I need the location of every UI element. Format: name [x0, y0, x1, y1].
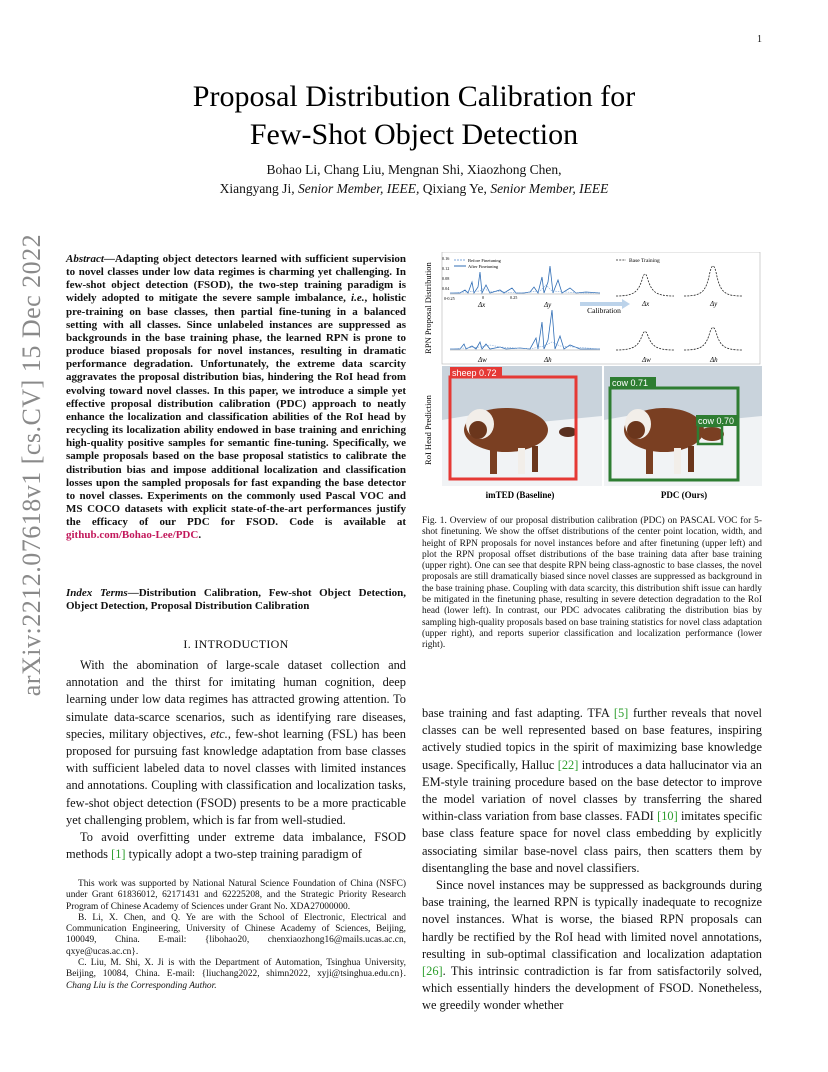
intro-paragraph-1: With the abomination of large-scale dataset collection and annotation and the thirst for imitating human cognition, deep learning under low data regimes has attracted growing attention. To simulate data-scarce scenarios, such as identifying rare diseases, species, military objectives, etc., few-shot learning (FSL) has been proposed for pursuing fast knowledge adaptation from base classes with sufficient labeled data to novel classes with limited instances and annotations. Coupling with classification and localization tasks, few-shot object detection (FSOD) presents to be a more practicable yet challenging problem, which is far from well-studied.: [66, 658, 406, 827]
det-label-right-2: cow 0.70: [698, 416, 735, 426]
right-paragraph-2: Since novel instances may be suppressed as backgrounds during base training, the learned RPN is typically inadequate to recognize novel instances. What is worse, the biased RPN proposals can hardly be rectified by the RoI head with limited novel annotations, resulting in sub-optimal classification and localization adaptation [26]. This intrinsic contradiction is far from satisfactorily solved, which essentially hinders the development of FSOD. Nonetheless, we greedily wonder whether: [422, 878, 762, 1013]
citation-link[interactable]: [26]: [422, 964, 443, 979]
label-dx-left: Δx: [478, 301, 486, 309]
citation-link[interactable]: [1]: [111, 847, 126, 862]
ytick-3: 0.08: [442, 276, 450, 281]
legend-before: Before Finetuning: [468, 258, 501, 263]
xtick-1: -0.25: [446, 296, 455, 301]
footnote-affiliation-2: C. Liu, M. Shi, X. Ji is with the Department of Automation, Tsinghua University, Beijing, 10084, China. E-mail: {liuchang2022, shimn2022, xyji@tsinghua.edu.cn}. Chang Liu is the Corresponding Author.: [66, 958, 406, 991]
abstract-label: Abstract: [66, 253, 104, 265]
xtick-3: 0.25: [510, 295, 518, 300]
label-dy-right: Δy: [710, 300, 718, 308]
label-dw-left: Δw: [478, 356, 487, 364]
code-link[interactable]: github.com/Bohao-Lee/PDC: [66, 529, 199, 542]
page-number: 1: [757, 34, 762, 45]
citation-link[interactable]: [10]: [657, 809, 678, 824]
caption-left: imTED (Baseline): [485, 490, 555, 500]
label-dy-left: Δy: [544, 301, 552, 309]
figure-1-caption: Fig. 1. Overview of our proposal distribution calibration (PDC) on PASCAL VOC for 5-shot finetuning. We show the offset distributions of the center point location, width, and height of RPN proposals for novel instances before and after finetuning (upper left) and plot the RPN proposal offset distributions of the base training data after base training (upper right). One can see that despite RPN being class-agnostic to base classes, the novel proposals are still dramatically biased since novel classes are suppressed as background in the base training phase. Coupling with data scarcity, this distribution shift issue can hardly be mitigated in the finetuning phase, resulting in severe detection degradation to the RoI head (lower left). In contrast, our PDC advocates calibrating the distribution bias by sampling high-quality proposals based on base training statistics for novel class adaptation (upper right), and reports superior classification and localization performance (lower right).: [422, 516, 762, 651]
arxiv-stamp: arXiv:2212.07618v1 [cs.CV] 15 Dec 2022: [17, 233, 46, 697]
ytick-5: 0: [444, 296, 447, 301]
footnote-funding: This work was supported by National Natural Science Foundation of China (NSFC) under Grant 61836012, 62171431 and 62225208, and the Strategic Priority Research Program of Chinese Academy of Sciences under Grant No. XDA27000000.: [66, 879, 406, 912]
title-line-2: Few-Shot Object Detection: [249, 118, 579, 151]
authors-line-1: Bohao Li, Chang Liu, Mengnan Shi, Xiaozhong Chen,: [266, 162, 562, 177]
footnotes: [66, 879, 406, 992]
introduction-text: [66, 657, 406, 863]
ytick-4: 0.04: [442, 286, 450, 291]
baseline-photo: [442, 366, 602, 486]
footnote-affiliation-1: B. Li, X. Chen, and Q. Ye are with the School of Electronic, Electrical and Communication Engineering, University of Chinese Academy of Sciences, Beijing, 100049, China. E-mail: {libohao20, chenxiaozhong16@mails.ucas.ac.cn, qxye@ucas.ac.cn}.: [66, 912, 406, 957]
label-dh-left: Δh: [544, 356, 552, 364]
paper-title: [100, 78, 728, 154]
section-heading: I. INTRODUCTION: [183, 637, 289, 651]
index-terms-label: Index Terms: [66, 587, 128, 599]
authors-line-2: Xiangyang Ji, Senior Member, IEEE, Qixiang Ye, Senior Member, IEEE: [219, 181, 609, 196]
det-label-right-1: cow 0.71: [612, 378, 649, 388]
row-label-roi: RoI Head Prediction: [423, 395, 433, 465]
figure-1-graphic: [420, 252, 764, 504]
xtick-2: 0: [482, 295, 485, 300]
citation-link[interactable]: [5]: [613, 706, 629, 720]
figure-1: [420, 252, 764, 504]
abstract: Abstract—Adapting object detectors learned with sufficient supervision to novel classes under low data regimes is charming yet challenging. In few-shot object detection (FSOD), the two-step training paradigm is widely adopted to mitigate the severe sample imbalance, i.e., holistic pre-training on base classes, then partial fine-tuning in a balanced setting with all classes. Since unlabeled instances are suppressed as backgrounds in the base training phase, the learned RPN is prone to produce biased proposals for novel instances, resulting in dramatic performance degradation. Unfortunately, the extreme data scarcity aggravates the proposal distribution bias, hindering the RoI head from evolving toward novel classes. In this paper, we introduce a simple yet effective proposal distribution calibration (PDC) approach to neatly enhance the localization and classification abilities of the RoI head by recycling its localization ability endowed in base training and enriching high-quality positive samples for semantic fine-tuning. Specifically, we sample proposals based on the base proposal statistics to calibrate the distribution bias and impose additional localization and classification losses upon the sampled proposals for fast expanding the base detector to novel classes. Experiments on the commonly used Pascal VOC and MS COCO datasets with explicit state-of-the-art performances justify the efficacy of our PDC for FSOD. Code is available at github.com/Bohao-Lee/PDC.: [66, 253, 406, 542]
arxiv-stamp-container: [12, 233, 52, 697]
label-dw-right: Δw: [642, 356, 651, 364]
legend-base: Base Training: [629, 258, 660, 264]
index-terms: Index Terms—Distribution Calibration, Few-shot Object Detection, Object Detection, Proposal Distribution Calibration: [66, 587, 406, 613]
label-dx-right: Δx: [642, 300, 650, 308]
caption-right: PDC (Ours): [660, 490, 708, 500]
right-paragraph-1: base training and fast adapting. TFA [5] further reveals that novel classes can be well represented based on base features, inspiring actively studied topics in the spirit of maximizing base knowledge usage. Specifically, Halluc [22] introduces a data hallucinator via an EM-style training procedure based on the base detector to improve the model variation of novel classes by transferring the shared within-class variation from base classes. FADI [10] imitates specific base class feature space for novel class embedding by explicitly associating similar base-novel class pairs, then scatters them by disentangling the base and novel classifiers.: [422, 706, 763, 875]
title-line-1: Proposal Distribution Calibration for: [192, 80, 636, 113]
legend-after: After Finetuning: [468, 264, 499, 269]
pdc-photo: [604, 366, 762, 486]
det-label-left: sheep 0.72: [452, 368, 497, 378]
ytick-1: 0.16: [442, 256, 450, 261]
citation-link[interactable]: [22]: [557, 757, 579, 772]
right-column-text: [422, 705, 762, 1015]
intro-paragraph-2: To avoid overfitting under extreme data imbalance, FSOD methods [1] typically adopt a two-step training paradigm of: [66, 830, 406, 862]
label-dh-right: Δh: [710, 356, 718, 364]
calibration-label: Calibration: [587, 306, 621, 315]
ytick-2: 0.12: [442, 266, 450, 271]
row-label-rpn: RPN Proposal Distribution: [423, 262, 433, 354]
author-list: [100, 160, 728, 198]
